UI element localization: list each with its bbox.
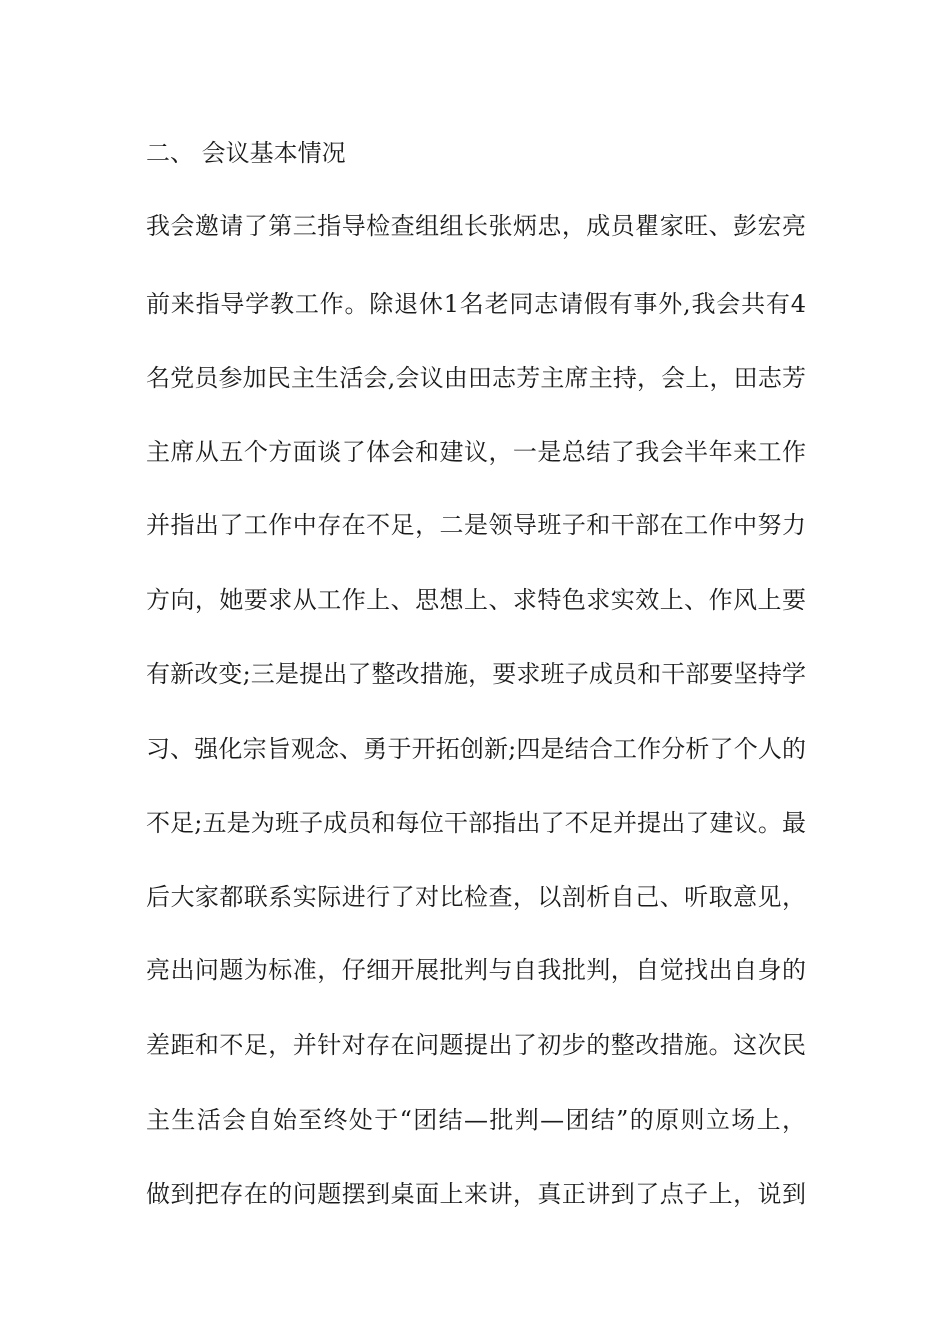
paragraph-line: 有新改变;三是提出了整改措施，要求班子成员和干部要坚持学 [146, 660, 806, 688]
paragraph-line: 方向，她要求从工作上、思想上、求特色求实效上、作风上要 [146, 586, 806, 614]
paragraph-line: 主席从五个方面谈了体会和建议，一是总结了我会半年来工作 [146, 438, 806, 466]
paragraph-line: 主生活会自始至终处于“团结—批判—团结”的原则立场上， [146, 1106, 806, 1134]
paragraph-line: 做到把存在的问题摆到桌面上来讲，真正讲到了点子上，说到 [146, 1180, 806, 1208]
paragraph-line: 并指出了工作中存在不足，二是领导班子和干部在工作中努力 [146, 511, 806, 539]
paragraph-line: 亮出问题为标准，仔细开展批判与自我批判，自觉找出自身的 [146, 956, 806, 984]
paragraph-line: 习、强化宗旨观念、勇于开拓创新;四是结合工作分析了个人的 [146, 735, 806, 763]
paragraph-line: 名党员参加民主生活会,会议由田志芳主席主持，会上，田志芳 [146, 364, 806, 392]
paragraph-line: 差距和不足，并针对存在问题提出了初步的整改措施。这次民 [146, 1031, 806, 1059]
paragraph-line: 前来指导学教工作。除退休1名老同志请假有事外,我会共有4 [146, 290, 806, 318]
section-heading: 二、 会议基本情况 [146, 139, 346, 167]
paragraph-line: 后大家都联系实际进行了对比检查，以剖析自己、听取意见， [146, 883, 806, 911]
paragraph-line: 不足;五是为班子成员和每位干部指出了不足并提出了建议。最 [146, 809, 806, 837]
paragraph-line: 我会邀请了第三指导检查组组长张炳忠，成员瞿家旺、彭宏亮 [146, 212, 806, 240]
